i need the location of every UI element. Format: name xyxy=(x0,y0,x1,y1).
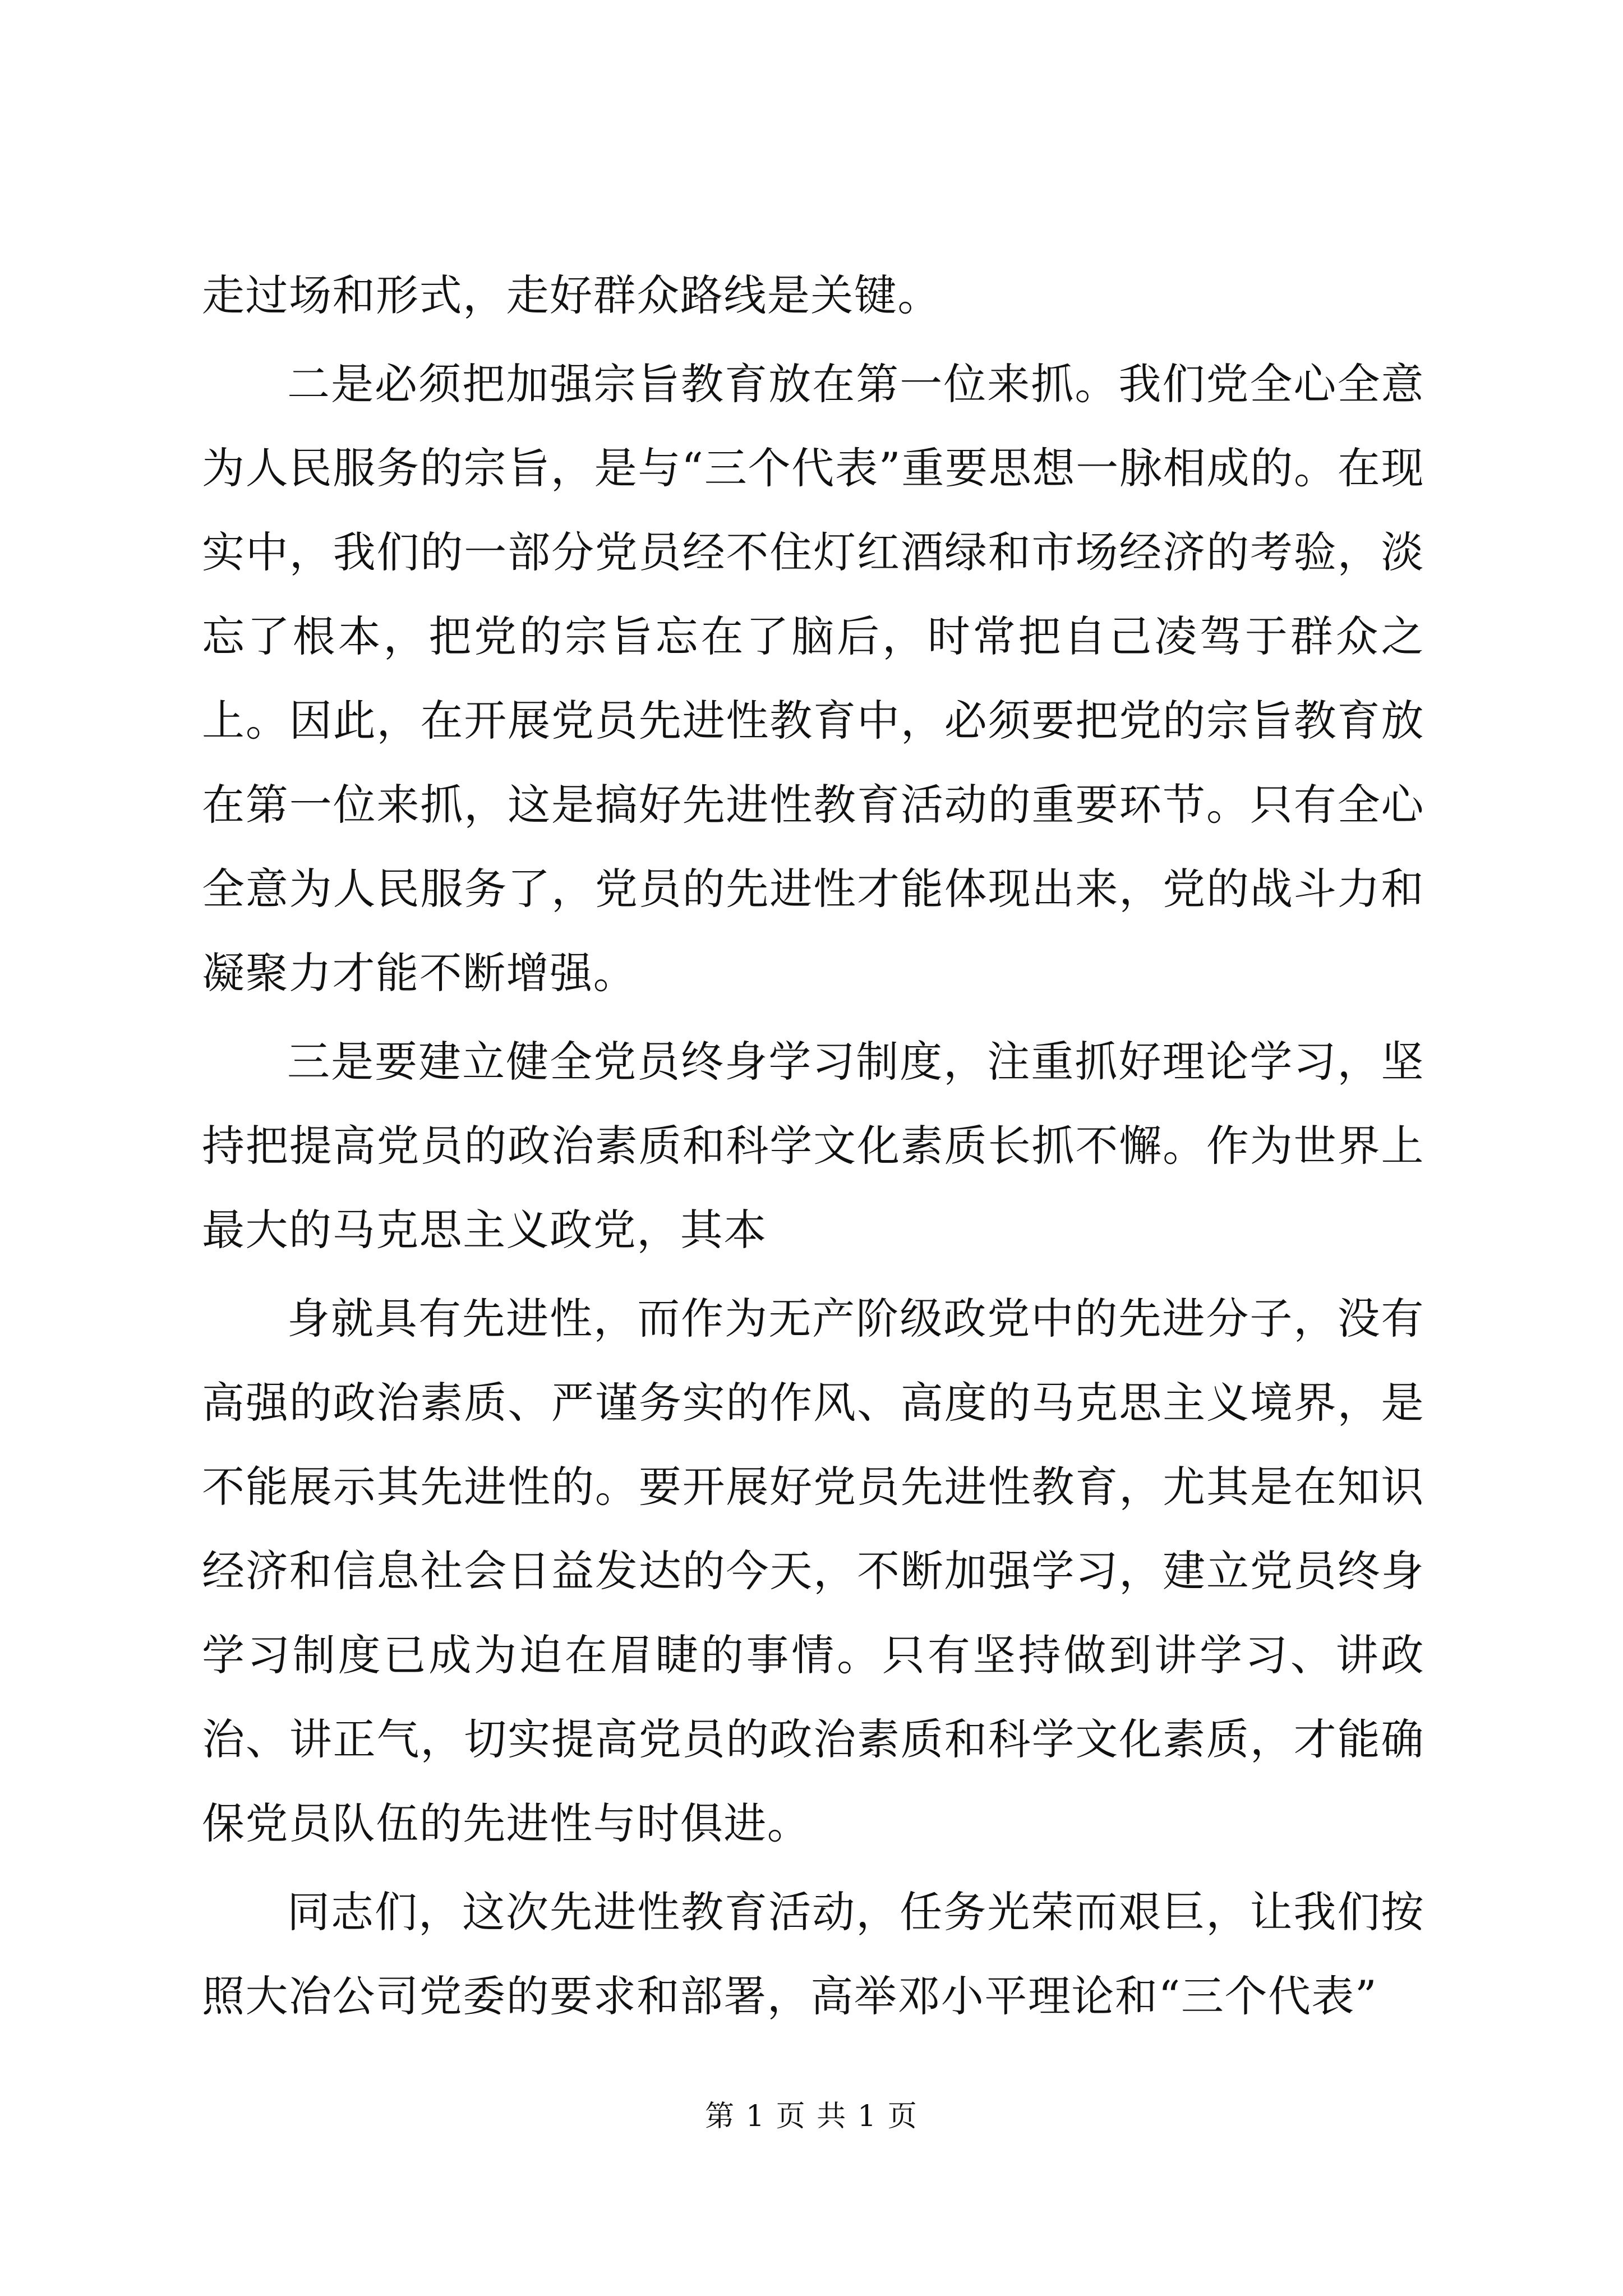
document-body xyxy=(202,254,1424,2043)
paragraph-1: 走过场和形式，走好群众路线是关键。 xyxy=(202,270,941,320)
paragraph-2: 二是必须把加强宗旨教育放在第一位来抓。我们党全心全意为人民服务的宗旨，是与“三个代表”重要思想一脉相成的。在现实中，我们的一部分党员经不住灯红酒绿和市场经济的考验，淡忘了根本，把党的宗旨忘在了脑后，时常把自己凌驾于群众之上。因此，在开展党员先进性教育中，必须要把党的宗旨教育放在第一位来抓，这是搞好先进性教育活动的重要环节。只有全心全意为人民服务了，党员的先进性才能体现出来，党的战斗力和凝聚力才能不断增强。 xyxy=(202,359,1424,998)
paragraph-3: 三是要建立健全党员终身学习制度，注重抓好理论学习，坚持把提高党员的政治素质和科学文化素质长抓不懈。作为世界上最大的马克思主义政党，其本 xyxy=(202,1037,1424,1255)
page-number-footer: 第 1 页 共 1 页 xyxy=(705,2100,918,2133)
paragraph-5: 同志们，这次先进性教育活动，任务光荣而艰巨，让我们按照大冶公司党委的要求和部署，高举邓小平理论和“三个代表” xyxy=(202,1887,1424,2021)
paragraph-4: 身就具有先进性，而作为无产阶级政党中的先进分子，没有高强的政治素质、严谨务实的作风、高度的马克思主义境界，是不能展示其先进性的。要开展好党员先进性教育，尤其是在知识经济和信息社会日益发达的今天，不断加强学习，建立党员终身学习制度已成为迫在眉睫的事情。只有坚持做到讲学习、讲政治、讲正气，切实提高党员的政治素质和科学文化素质，才能确保党员队伍的先进性与时俱进。 xyxy=(202,1294,1424,1848)
